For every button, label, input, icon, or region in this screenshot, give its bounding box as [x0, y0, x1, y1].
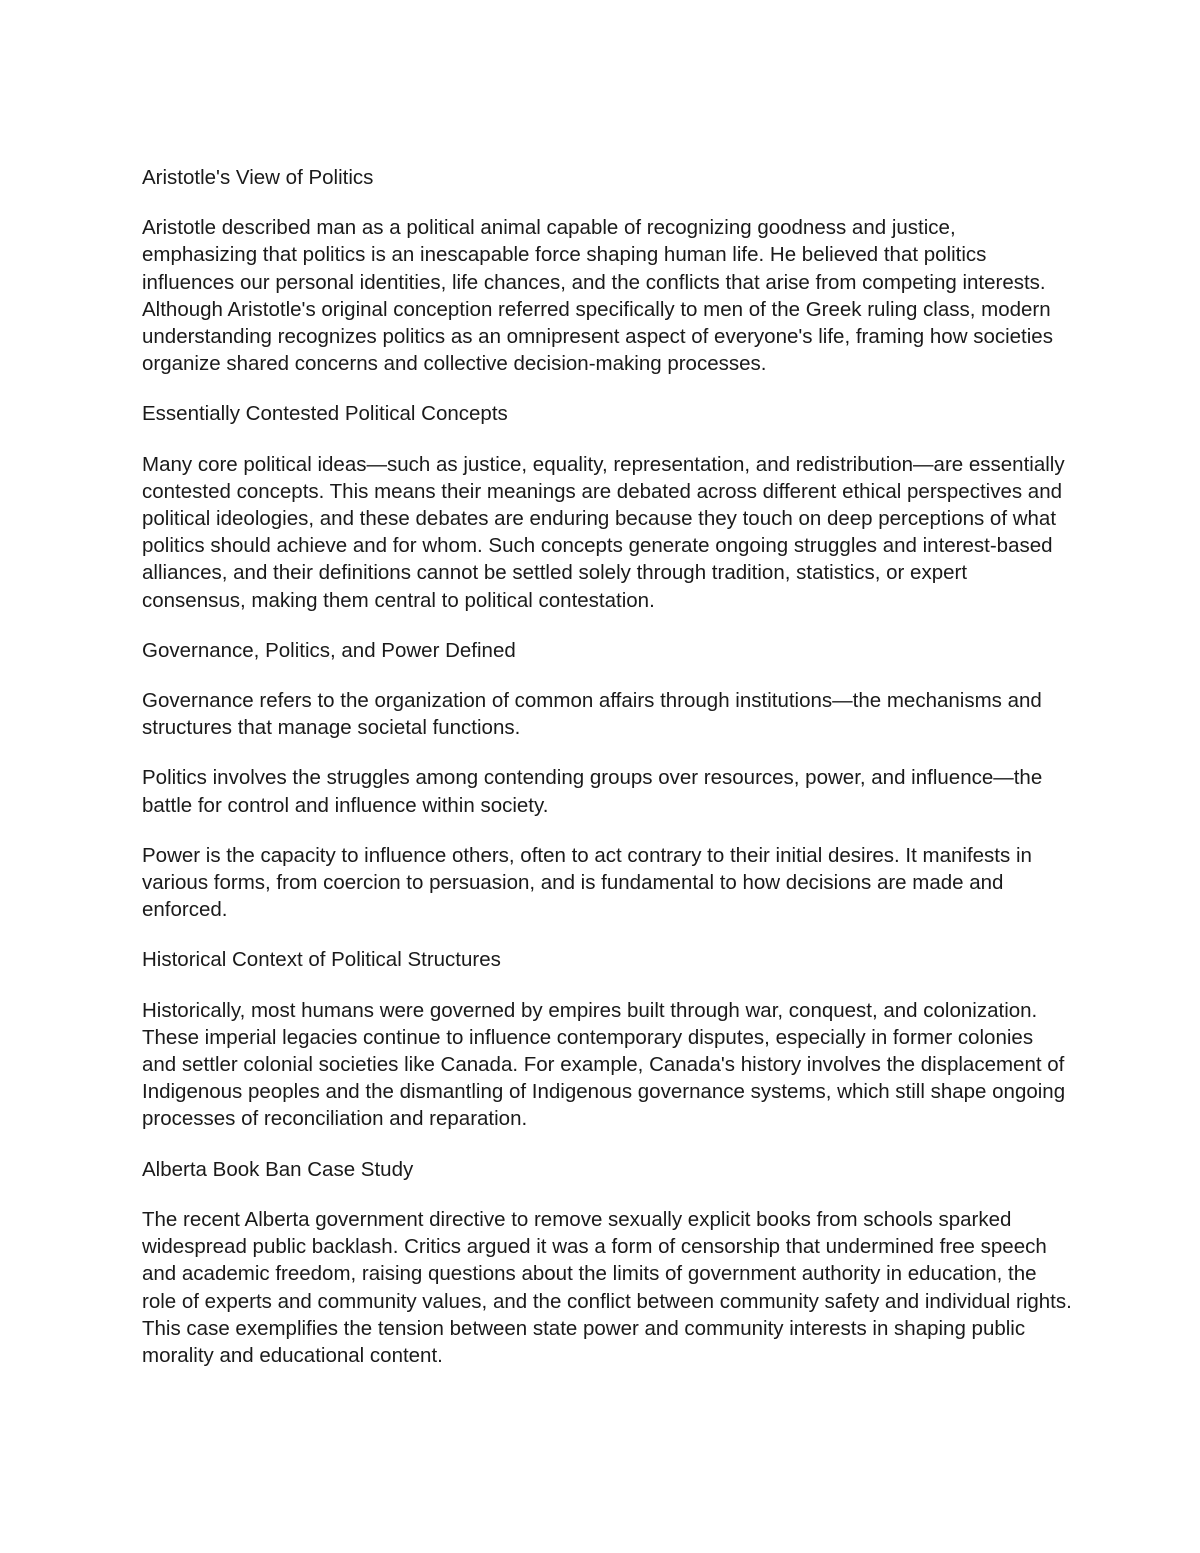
section-heading-contested-concepts: Essentially Contested Political Concepts: [142, 402, 508, 426]
document-page: [142, 164, 1072, 1392]
section-paragraph: Many core political ideas—such as justice, equality, representation, and redistribution—are essentially contested concepts. This means their meanings are debated across different ethical perspectives and political ideologies, and these debates are enduring because they touch on deep perceptions of what politics should achieve and for whom. Such concepts generate ongoing struggles and interest-based alliances, and their definitions cannot be settled solely through tradition, statistics, or expert consensus, making them central to political contestation.: [142, 452, 1065, 612]
section-heading-aristotle: Aristotle's View of Politics: [142, 166, 374, 189]
section-paragraph: Governance refers to the organization of common affairs through institutions—the mechanisms and structures that manage societal functions.: [142, 689, 1042, 740]
section-paragraph: Historically, most humans were governed by empires built through war, conquest, and colonization. These imperial legacies continue to influence contemporary disputes, especially in former colonies and settler colonial societies like Canada. For example, Canada's history involves the displacement of Indigenous peoples and the dismantling of Indigenous governance systems, which still shape ongoing processes of reconciliation and reparation.: [142, 998, 1066, 1131]
section-paragraph: Power is the capacity to influence others, often to act contrary to their initial desires. It manifests in various forms, from coercion to persuasion, and is fundamental to how decisions are made and enforced.: [142, 843, 1032, 922]
section-heading-governance-politics-power: Governance, Politics, and Power Defined: [142, 638, 516, 662]
section-heading-historical-context: Historical Context of Political Structures: [142, 948, 501, 972]
section-heading-alberta-book-ban: Alberta Book Ban Case Study: [142, 1157, 414, 1181]
section-paragraph: The recent Alberta government directive to remove sexually explicit books from schools sparked widespread public backlash. Critics argued it was a form of censorship that undermined free speech and academic freedom, raising questions about the limits of government authority in education, the role of experts and community values, and the conflict between community safety and individual rights. This case exemplifies the tension between state power and community interests in shaping public morality and educational content.: [142, 1207, 1072, 1367]
section-paragraph: Politics involves the struggles among contending groups over resources, power, and influence—the battle for control and influence within society.: [142, 766, 1043, 817]
section-paragraph: Aristotle described man as a political animal capable of recognizing goodness and justice, emphasizing that politics is an inescapable force shaping human life. He believed that politics influences our personal identities, life chances, and the conflicts that arise from competing interests. Although Aristotle's original conception referred specifically to men of the Greek ruling class, modern understanding recognizes politics as an omnipresent aspect of everyone's life, framing how societies organize shared concerns and collective decision-making processes.: [142, 216, 1053, 376]
